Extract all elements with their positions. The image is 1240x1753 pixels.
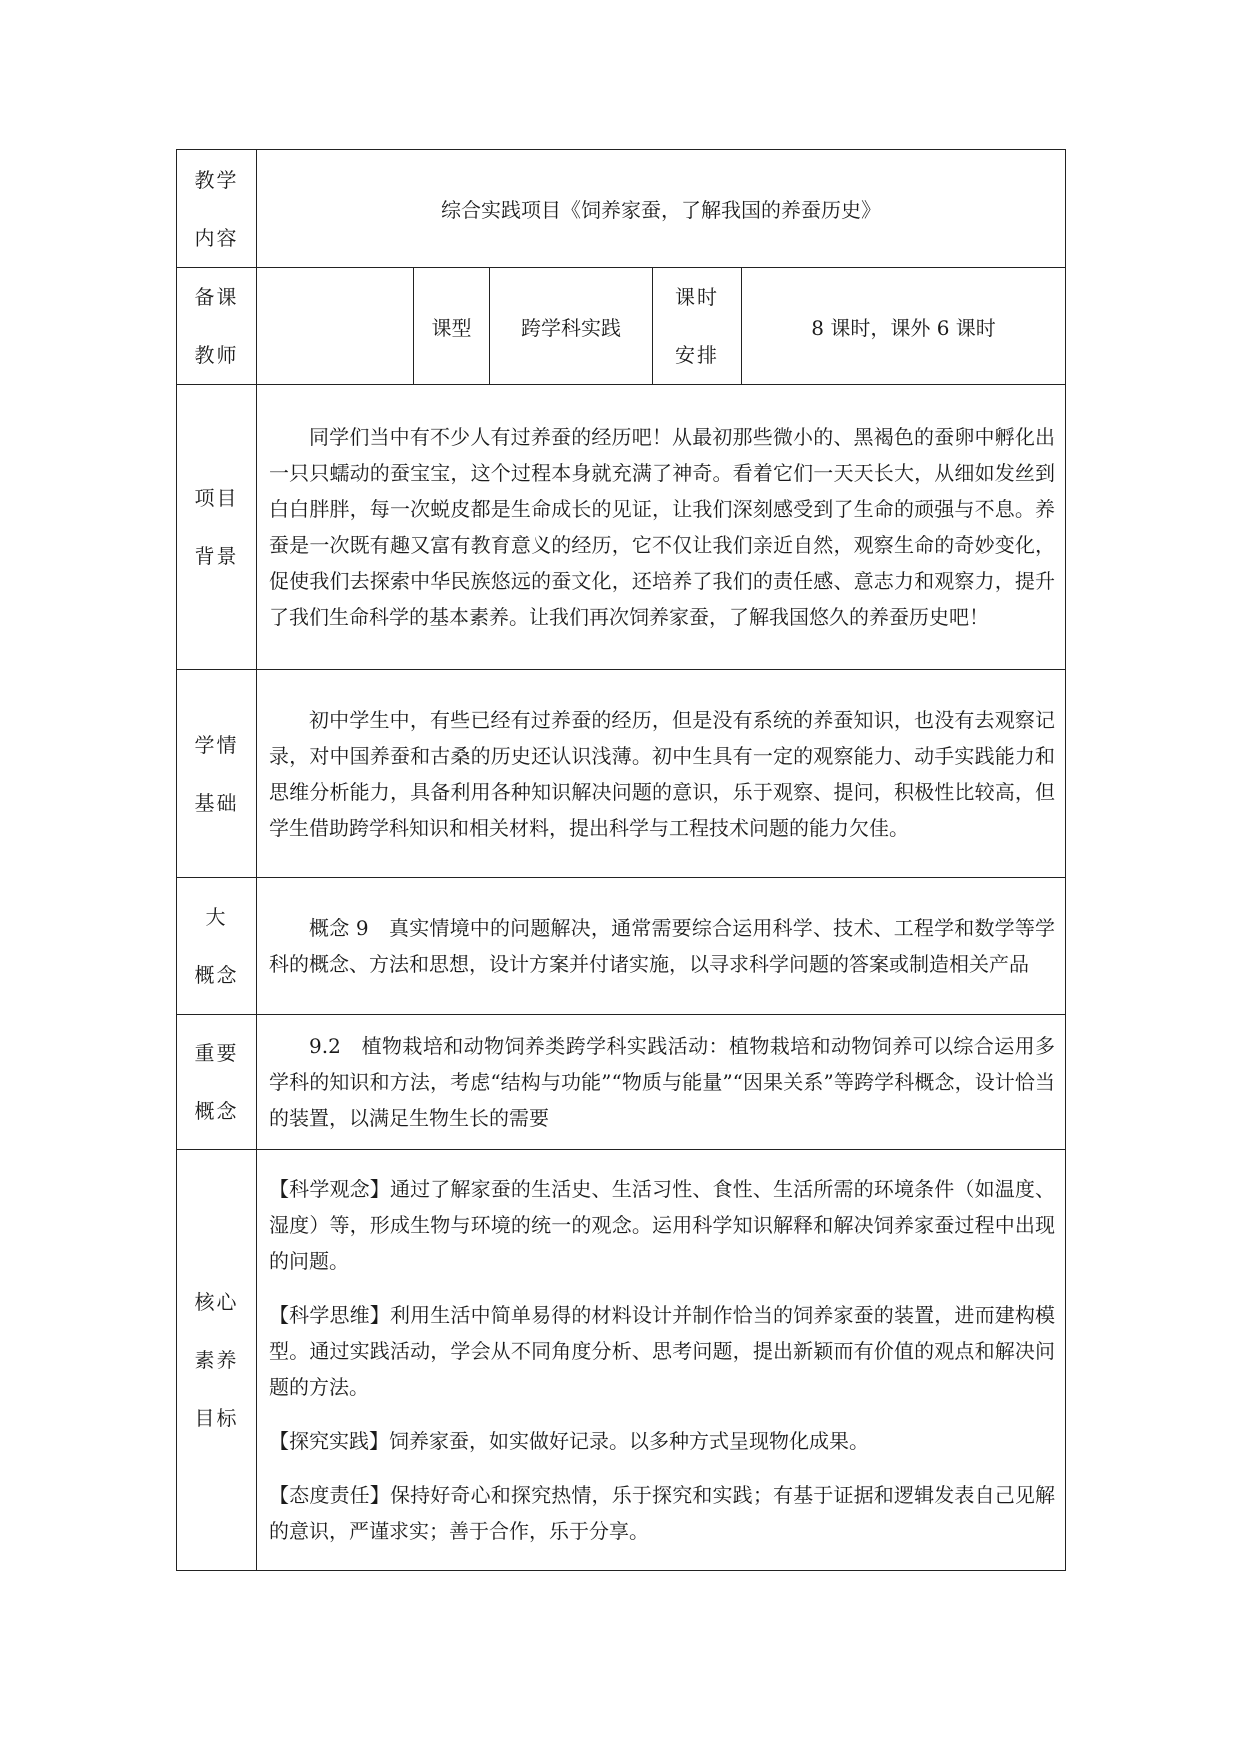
row-background bbox=[177, 385, 1066, 670]
label-teaching-content: 教学 内容 bbox=[177, 150, 257, 268]
row-student-basis bbox=[177, 670, 1066, 878]
label-student-basis: 学情 基础 bbox=[177, 670, 257, 878]
teacher-value bbox=[257, 268, 414, 385]
lesson-plan-table bbox=[176, 149, 1066, 1571]
label-background: 项目 背景 bbox=[177, 385, 257, 670]
label-core-goals: 核心 素养 目标 bbox=[177, 1150, 257, 1571]
goal-attitude-responsibility: 【态度责任】保持好奇心和探究热情，乐于探究和实践；有基于证据和逻辑发表自己见解的意识，严谨求实；善于合作，乐于分享。 bbox=[269, 1483, 1056, 1543]
label-big-concept: 大 概念 bbox=[177, 878, 257, 1015]
row-teaching-content bbox=[177, 150, 1066, 268]
lesson-type-value: 跨学科实践 bbox=[490, 268, 653, 385]
goal-inquiry-practice: 【探究实践】饲养家蚕，如实做好记录。以多种方式呈现物化成果。 bbox=[269, 1429, 869, 1453]
goal-science-thinking: 【科学思维】利用生活中简单易得的材料设计并制作恰当的饲养家蚕的装置，进而建构模型。通过实践活动，学会从不同角度分析、思考问题，提出新颖而有价值的观点和解决问题的方法。 bbox=[269, 1303, 1056, 1399]
hours-value: 8 课时，课外 6 课时 bbox=[742, 268, 1066, 385]
row-core-goals bbox=[177, 1150, 1066, 1571]
student-basis-text: 初中学生中，有些已经有过养蚕的经历，但是没有系统的养蚕知识，也没有去观察记录，对中国养蚕和古桑的历史还认识浅薄。初中生具有一定的观察能力、动手实践能力和思维分析能力，具备利用各种知识解决问题的意识，乐于观察、提问，积极性比较高，但学生借助跨学科知识和相关材料，提出科学与工程技术问题的能力欠佳。 bbox=[257, 670, 1066, 878]
row-teacher bbox=[177, 268, 1066, 385]
teaching-content-value: 综合实践项目《饲养家蚕，了解我国的养蚕历史》 bbox=[257, 150, 1066, 268]
label-key-concept: 重要 概念 bbox=[177, 1015, 257, 1150]
background-text: 同学们当中有不少人有过养蚕的经历吧！从最初那些微小的、黑褐色的蚕卵中孵化出一只只蠕动的蚕宝宝，这个过程本身就充满了神奇。看着它们一天天长大，从细如发丝到白白胖胖，每一次蜕皮都是生命成长的见证，让我们深刻感受到了生命的顽强与不息。养蚕是一次既有趣又富有教育意义的经历，它不仅让我们亲近自然，观察生命的奇妙变化，促使我们去探索中华民族悠远的蚕文化，还培养了我们的责任感、意志力和观察力，提升了我们生命科学的基本素养。让我们再次饲养家蚕，了解我国悠久的养蚕历史吧！ bbox=[257, 385, 1066, 670]
row-big-concept bbox=[177, 878, 1066, 1015]
label-lesson-type: 课型 bbox=[414, 268, 490, 385]
label-hours: 课时 安排 bbox=[653, 268, 742, 385]
label-teacher: 备课 教师 bbox=[177, 268, 257, 385]
key-concept-text: 9.2 植物栽培和动物饲养类跨学科实践活动：植物栽培和动物饲养可以综合运用多学科的知识和方法，考虑“结构与功能”“物质与能量”“因果关系”等跨学科概念，设计恰当的装置，以满足生物生长的需要 bbox=[257, 1015, 1066, 1150]
goal-science-concept: 【科学观念】通过了解家蚕的生活史、生活习性、食性、生活所需的环境条件（如温度、湿度）等，形成生物与环境的统一的观念。运用科学知识解释和解决饲养家蚕过程中出现的问题。 bbox=[269, 1177, 1056, 1273]
core-goals-list bbox=[257, 1150, 1066, 1571]
row-key-concept bbox=[177, 1015, 1066, 1150]
big-concept-text: 概念 9 真实情境中的问题解决，通常需要综合运用科学、技术、工程学和数学等学科的概念、方法和思想，设计方案并付诸实施，以寻求科学问题的答案或制造相关产品 bbox=[257, 878, 1066, 1015]
